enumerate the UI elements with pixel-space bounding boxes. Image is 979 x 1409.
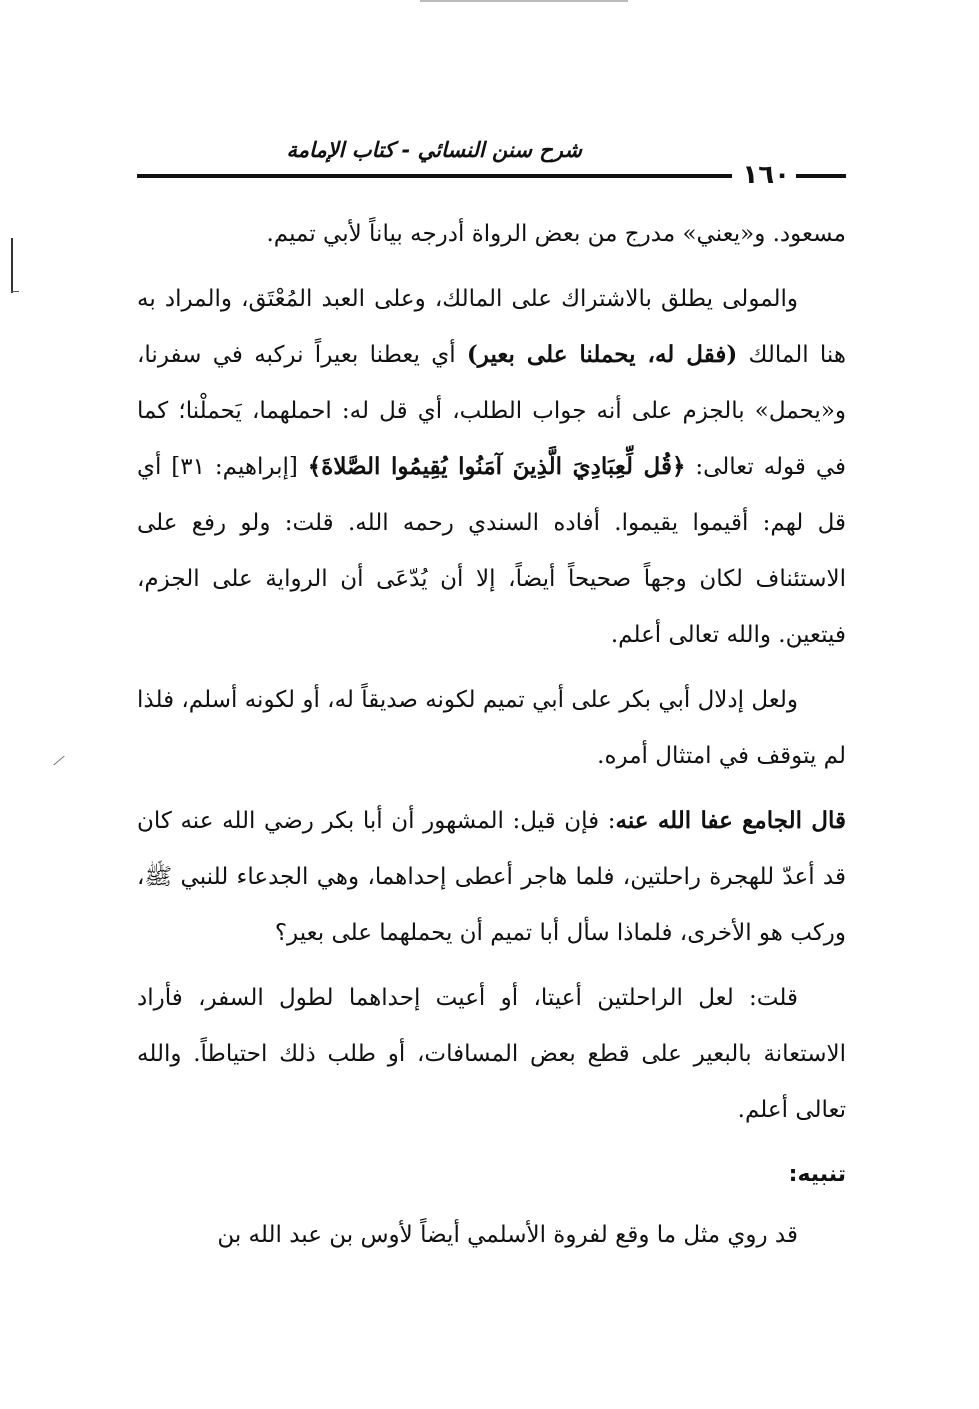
paragraph-text: قلت: لعل الراحلتين أعيتا، أو أعيت إحداهما لطول السفر، فأراد الاستعانة بالبعير على قطع بعض المسافات، أو طلب ذلك احتياطاً. والله تعالى أعلم. xyxy=(137,985,846,1123)
margin-mark xyxy=(11,238,13,293)
header-rule-short xyxy=(796,174,846,178)
page-number: ١٦٠ xyxy=(742,160,790,190)
paragraph-4 xyxy=(137,793,846,961)
quran-verse: ﴿قُل لِّعِبَادِيَ الَّذِينَ آمَنُوا يُقِيمُوا الصَّلاةَ﴾ xyxy=(307,453,686,480)
paragraph-text: قد روي مثل ما وقع لفروة الأسلمي أيضاً لأوس بن عبد الله بن xyxy=(217,1222,798,1248)
paragraph-2 xyxy=(137,271,846,663)
hadith-quote: (فقل له، يحملنا على بعير) xyxy=(466,341,738,368)
paragraph-text: والمولى يطلق بالاشتراك على المالك، وعلى العبد المُعْتَق، والمراد به هنا المالك xyxy=(137,286,846,368)
running-title: شرح سنن النسائي - كتاب الإمامة xyxy=(286,138,582,162)
paragraph-text: [إبراهيم: ٣١] أي قل لهم: أقيموا يقيموا. أفاده السندي رحمه الله. قلت: ولو رفع على الاستئناف لكان وجهاً صحيحاً أيضاً، إلا أن يُدّعَى أن الرواية على الجزم، فيتعين. والله تعالى أعلم. xyxy=(137,454,846,648)
paragraph-text: ولعل إدلال أبي بكر على أبي تميم لكونه صديقاً له، أو لكونه أسلم، فلذا لم يتوقف في امتثال أمره. xyxy=(137,687,846,769)
paragraph-text: : فإن قيل: المشهور أن أبا بكر رضي الله عنه كان قد أعدّ للهجرة راحلتين، فلما هاجر أعطى إحداهما، وهي الجدعاء للنبي ﷺ، وركب هو الأخرى، فلماذا سأل أبا تميم أن يحملهما على بعير؟ xyxy=(137,808,846,946)
paragraph-1 xyxy=(137,206,846,262)
section-heading: تنبيه: xyxy=(788,1162,846,1187)
body-text xyxy=(137,206,846,1272)
author-remark: قال الجامع عفا الله عنه xyxy=(615,807,846,834)
paragraph-3 xyxy=(137,672,846,784)
page-header xyxy=(137,136,846,190)
paragraph-6 xyxy=(137,1207,846,1263)
page-top-rule xyxy=(420,0,628,2)
header-rule xyxy=(137,174,732,178)
margin-tick xyxy=(11,291,19,292)
paragraph-5 xyxy=(137,970,846,1138)
paragraph-text: أي يعطنا بعيراً نركبه في سفرنا، و«يحمل» بالجزم على أنه جواب الطلب، أي قل له: احملهما، يَحملْنا؛ كما في قوله تعالى: xyxy=(137,342,846,480)
paragraph-text: مسعود. و«يعني» مدرج من بعض الرواة أدرجه بياناً لأبي تميم. xyxy=(266,221,846,247)
stray-mark xyxy=(53,756,64,766)
